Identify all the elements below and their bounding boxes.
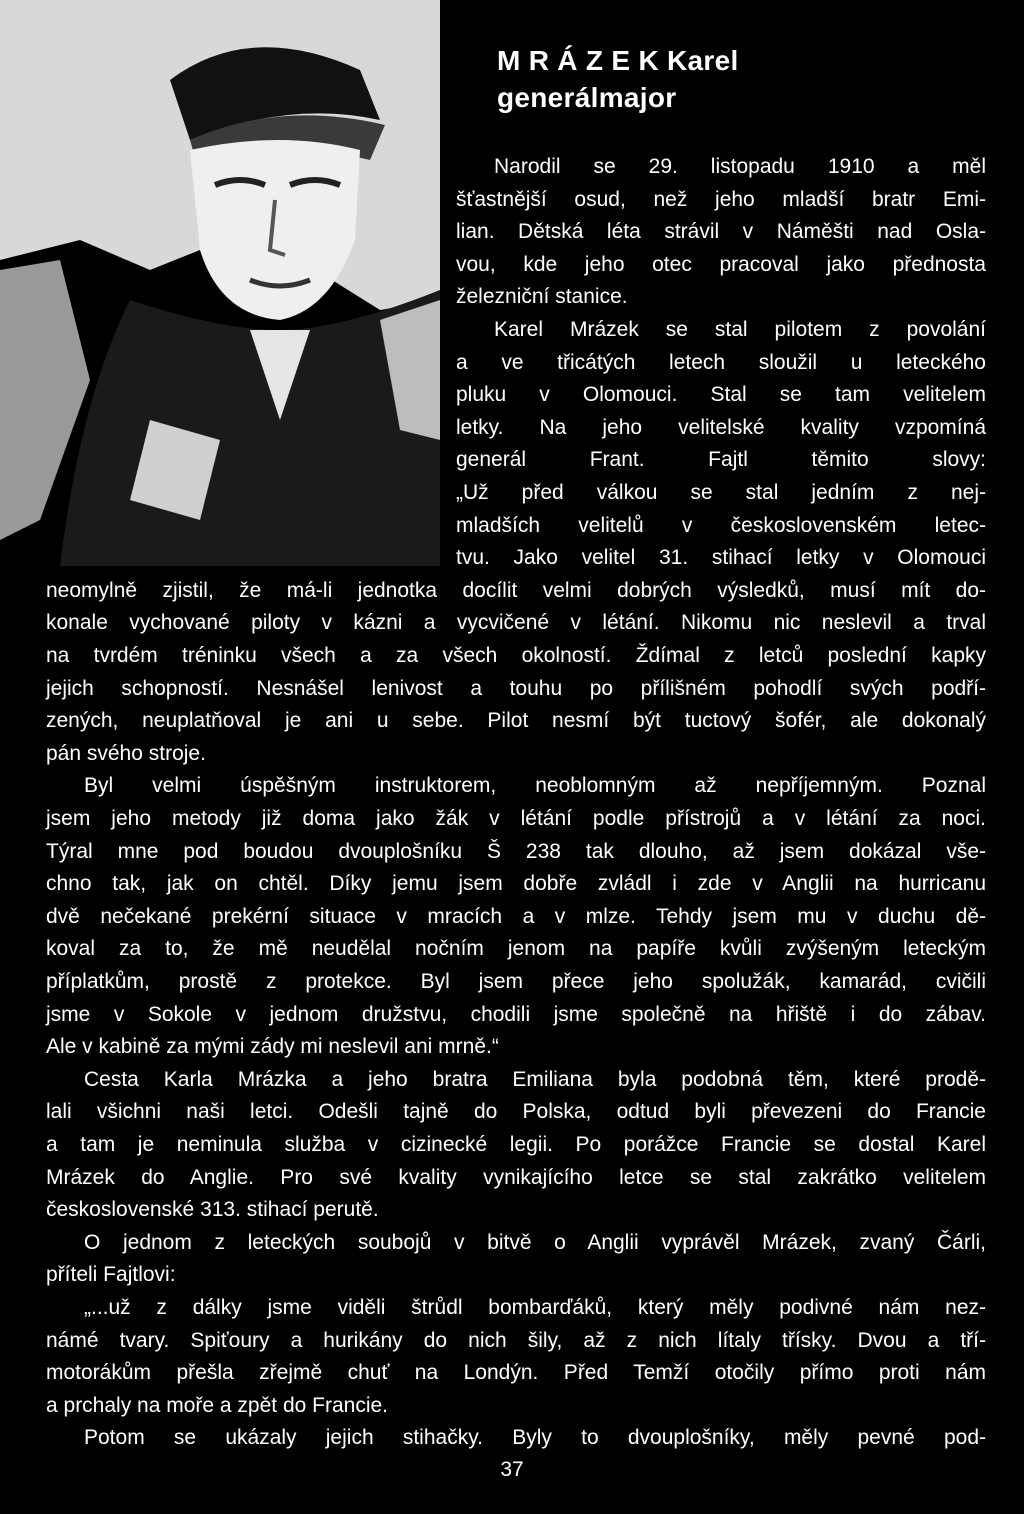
text-line: a ve třicátých letech sloužil u leteckého — [456, 351, 986, 374]
text-line: příplatkům, prostě z protekce. Byl jsem přece jeho spolužák, kamarád, cvičili — [46, 970, 986, 993]
portrait-photo-icon — [0, 0, 440, 566]
text-line: pluku v Olomouci. Stal se tam velitelem — [456, 383, 986, 406]
text-line: šťastnější osud, než jeho mladší bratr Emi- — [456, 188, 986, 211]
text-line: jsem jeho metody již doma jako žák v létání podle přístrojů a v létání za noci. — [46, 807, 986, 830]
text-line: železniční stanice. — [456, 285, 628, 308]
text-line: zených, neuplatňoval je ani u sebe. Pilot nesmí být tuctový šofér, ale dokonalý — [46, 709, 986, 732]
text-line: Potom se ukázaly jejich stihačky. Byly to dvouplošníky, měly pevné pod- — [84, 1426, 986, 1449]
text-line: jejich schopností. Nesnášel lenivost a touhu po přílišném pohodlí svých podří- — [46, 677, 986, 700]
text-line: námé tvary. Spiťoury a hurikány do nich šily, až z nich lítaly třísky. Dvou a tří- — [46, 1329, 986, 1352]
text-line: Týral mne pod boudou dvouplošníku Š 238 tak dlouho, až jsem dokázal vše- — [46, 840, 986, 863]
text-line: Mrázek do Anglie. Pro své kvality vynikajícího letce se stal zakrátko velitelem — [46, 1166, 986, 1189]
text-line: generál Frant. Fajtl těmito slovy: — [456, 448, 986, 471]
text-line: Karel Mrázek se stal pilotem z povolání — [494, 318, 986, 341]
text-line: chno tak, jak on chtěl. Díky jemu jsem dobře zvládl i zde v Anglii na hurricanu — [46, 872, 986, 895]
text-line: Byl velmi úspěšným instruktorem, neoblomným až nepříjemným. Poznal — [84, 774, 986, 797]
text-line: a prchaly na moře a zpět do Francie. — [46, 1394, 389, 1417]
text-line: jsme v Sokole v jednom družstvu, chodili jsme společně na hřiště i do zábav. — [46, 1003, 986, 1026]
person-name: M R Á Z E K Karel — [497, 45, 739, 76]
text-line: konale vychované piloty v kázni a vycvičené v létání. Nikomu nic neslevil a trval — [46, 611, 986, 634]
text-line: a tam je neminula služba v cizinecké legii. Po porážce Francie se dostal Karel — [46, 1133, 986, 1156]
text-line: letky. Na jeho velitelské kvality vzpomíná — [456, 416, 986, 439]
person-rank: generálmajor — [497, 82, 677, 113]
text-line: na tvrdém tréninku všech a za všech okolností. Ždímal z letců poslední kapky — [46, 644, 986, 667]
text-line: československé 313. stihací perutě. — [46, 1198, 379, 1221]
text-line: lian. Dětská léta strávil v Náměšti nad Osla- — [456, 220, 986, 243]
text-line: pán svého stroje. — [46, 742, 206, 765]
text-line: tvu. Jako velitel 31. stihací letky v Olomouci — [456, 546, 986, 569]
text-line: Cesta Karla Mrázka a jeho bratra Emiliana byla podobná těm, které prodě- — [84, 1068, 986, 1091]
text-line: Narodil se 29. listopadu 1910 a měl — [494, 155, 986, 178]
text-line: motorákům přešla zřejmě chuť na Londýn. Před Temží otočily přímo proti nám — [46, 1361, 986, 1384]
text-line: příteli Fajtlovi: — [46, 1263, 176, 1286]
text-line: dvě nečekané prekérní situace v mracích a v mlze. Tehdy jsem mu v duchu dě- — [46, 905, 986, 928]
text-line: Ale v kabině za mými zády mi neslevil ani mrně.“ — [46, 1035, 499, 1058]
text-line: neomylně zjistil, že má-li jednotka docílit velmi dobrých výsledků, musí mít do- — [46, 579, 986, 602]
text-line: „Už před válkou se stal jedním z nej- — [456, 481, 986, 504]
portrait-photo — [0, 0, 440, 566]
text-line: O jednom z leteckých soubojů v bitvě o Anglii vyprávěl Mrázek, zvaný Čárli, — [84, 1231, 986, 1254]
text-line: koval za to, že mě neudělal nočním jenom na papíře kvůli zvýšeným leteckým — [46, 937, 986, 960]
text-line: „...už z dálky jsme viděli štrůdl bombarďáků, který měly podivné nám nez- — [84, 1296, 986, 1319]
text-line: lali všichni naši letci. Odešli tajně do Polska, odtud byli převezeni do Francie — [46, 1100, 986, 1123]
page-number: 37 — [500, 1458, 524, 1481]
heading — [497, 42, 1017, 116]
text-line: mladších velitelů v československém letec- — [456, 514, 986, 537]
text-line: vou, kde jeho otec pracoval jako přednosta — [456, 253, 986, 276]
